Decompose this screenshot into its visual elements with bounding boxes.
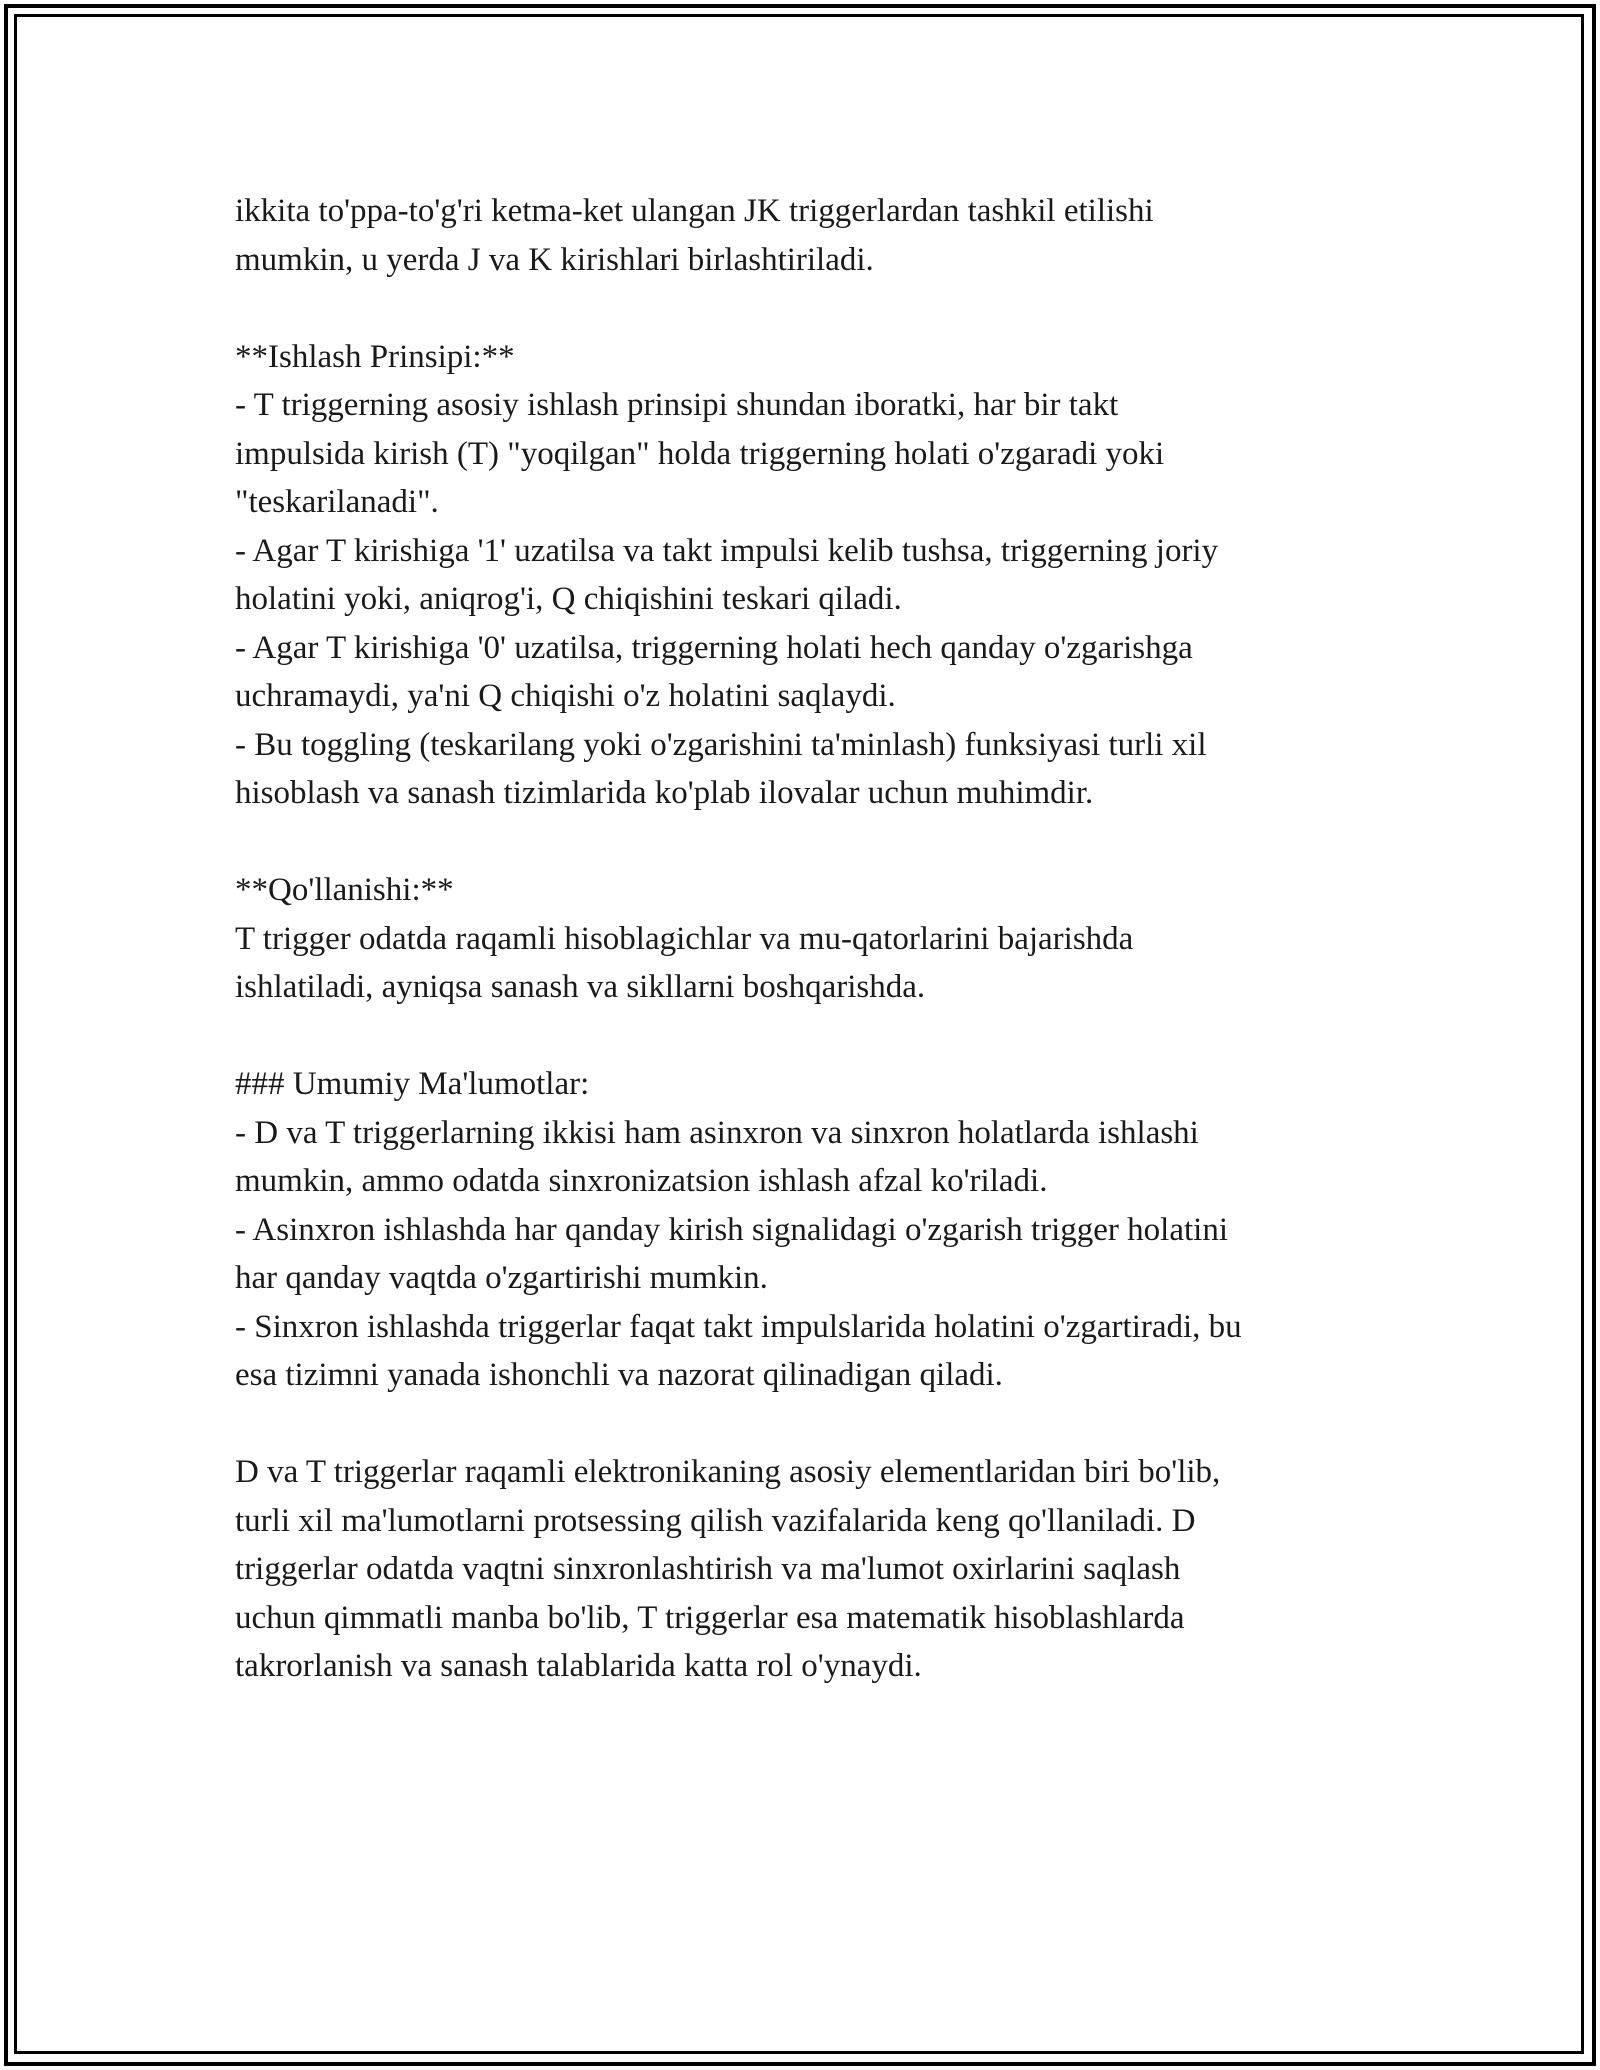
document-body (235, 187, 1385, 1691)
text-line: holatini yoki, aniqrog'i, Q chiqishini teskari qiladi. (235, 581, 902, 617)
text-line: har qanday vaqtda o'zgartirishi mumkin. (235, 1260, 768, 1296)
paragraph-spacer (235, 818, 1385, 867)
text-line: - Sinxron ishlashda triggerlar faqat takt impulslarida holatini o'zgartiradi, bu (235, 1308, 1242, 1345)
text-line: triggerlar odatda vaqtni sinxronlashtirish va ma'lumot oxirlarini saqlash (235, 1551, 1181, 1587)
section-heading: **Qo'llanishi:** (235, 872, 454, 908)
text-line: - D va T triggerlarning ikkisi ham asinxron va sinxron holatlarda ishlashi (235, 1114, 1199, 1151)
principle-section (235, 333, 1385, 818)
text-line: esa tizimni yanada ishonchli va nazorat qilinadigan qiladi. (235, 1357, 1003, 1393)
text-line: mumkin, u yerda J va K kirishlari birlashtiriladi. (235, 241, 874, 278)
text-line: T trigger odatda raqamli hisoblagichlar va mu-qatorlarini bajarishda (235, 920, 1134, 957)
text-line: hisoblash va sanash tizimlarida ko'plab ilovalar uchun muhimdir. (235, 775, 1094, 811)
general-section (235, 1060, 1385, 1400)
text-line: uchun qimmatli manba bo'lib, T triggerlar esa matematik hisoblashlarda (235, 1599, 1185, 1636)
usage-section (235, 866, 1385, 1012)
intro-paragraph (235, 187, 1385, 284)
paragraph-spacer (235, 284, 1385, 333)
text-line: ishlatiladi, ayniqsa sanash va sikllarni boshqarishda. (235, 969, 926, 1005)
text-line: mumkin, ammo odatda sinxronizatsion ishlash afzal ko'riladi. (235, 1163, 1048, 1199)
text-line: - Agar T kirishiga '0' uzatilsa, triggerning holati hech qanday o'zgarishga (235, 629, 1193, 666)
text-line: uchramaydi, ya'ni Q chiqishi o'z holatini saqlaydi. (235, 678, 896, 714)
text-line: takrorlanish va sanash talablarida katta rol o'ynaydi. (235, 1648, 922, 1684)
text-line: impulsida kirish (T) "yoqilgan" holda triggerning holati o'zgaradi yoki (235, 435, 1165, 472)
text-line: - T triggerning asosiy ishlash prinsipi shundan iboratki, har bir takt (235, 387, 1119, 423)
text-line: - Agar T kirishiga '1' uzatilsa va takt impulsi kelib tushsa, triggerning joriy (235, 532, 1219, 569)
paragraph-spacer (235, 1400, 1385, 1449)
text-line: ikkita to'ppa-to'g'ri ketma-ket ulangan JK triggerlardan tashkil etilishi (235, 193, 1154, 229)
text-line: turli xil ma'lumotlarni protsessing qilish vazifalarida keng qo'llaniladi. D (235, 1502, 1196, 1539)
conclusion-paragraph (235, 1448, 1385, 1691)
text-line: - Bu toggling (teskarilang yoki o'zgarishini ta'minlash) funksiyasi turli xil (235, 726, 1207, 763)
text-line: "teskarilanadi". (235, 484, 439, 520)
text-line: - Asinxron ishlashda har qanday kirish signalidagi o'zgarish trigger holatini (235, 1211, 1228, 1248)
section-heading: **Ishlash Prinsipi:** (235, 338, 515, 375)
paragraph-spacer (235, 1012, 1385, 1061)
text-line: D va T triggerlar raqamli elektronikaning asosiy elementlaridan biri bo'lib, (235, 1454, 1221, 1490)
section-heading: ### Umumiy Ma'lumotlar: (235, 1066, 590, 1102)
